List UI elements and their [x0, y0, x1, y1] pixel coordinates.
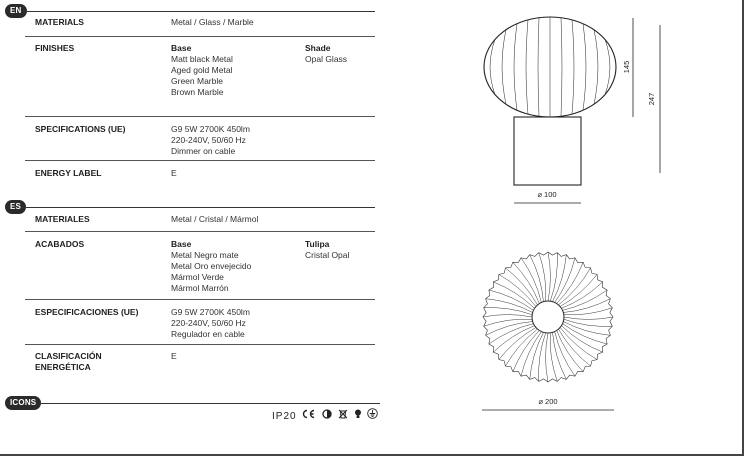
spec-line: Regulador en cable: [171, 329, 245, 339]
acabados-base: [171, 239, 251, 294]
row-divider: [25, 160, 375, 161]
spec-line: G9 5W 2700K 450lm: [171, 124, 250, 134]
finishes-shade: [305, 43, 347, 65]
label-specifications: SPECIFICATIONS (UE): [35, 124, 126, 134]
finish-item: Metal Negro mate: [171, 250, 239, 260]
acabados-tulipa-title: Tulipa: [305, 239, 330, 249]
spec-line: G9 5W 2700K 450lm: [171, 307, 250, 317]
value-energy: E: [171, 168, 177, 178]
finishes-base-title: Base: [171, 43, 192, 53]
value-materials: Metal / Glass / Marble: [171, 17, 254, 27]
finish-item: Mármol Marrón: [171, 283, 229, 293]
finish-item: Aged gold Metal: [171, 65, 233, 75]
section-rule-icons: [40, 403, 380, 404]
badge-es: ES: [5, 200, 26, 214]
spec-line: Dimmer on cable: [171, 146, 236, 156]
label-materials: MATERIALS: [35, 17, 84, 27]
label-especificaciones: ESPECIFICACIONES (UE): [35, 307, 139, 317]
finish-item: Mármol Verde: [171, 272, 224, 282]
finish-item: Opal Glass: [305, 54, 348, 64]
value-specifications: [171, 124, 250, 157]
label-finishes: FINISHES: [35, 43, 75, 53]
row-divider: [25, 299, 375, 300]
row-divider: [25, 231, 375, 232]
ce-mark-icon: [302, 409, 316, 422]
label-energy: ENERGY LABEL: [35, 168, 102, 178]
weee-bin-icon: [338, 409, 348, 422]
row-divider: [25, 344, 375, 345]
spec-line: 220-240V, 50/60 Hz: [171, 135, 246, 145]
value-especificaciones: [171, 307, 250, 340]
ip-rating: IP20: [272, 411, 297, 422]
technical-drawing: [470, 0, 690, 420]
row-divider: [25, 116, 375, 117]
dimension-label-shade-diameter: ⌀ 200: [538, 397, 558, 406]
acabados-base-title: Base: [171, 239, 192, 249]
dimension-label-base-diameter: ⌀ 100: [537, 190, 557, 199]
dimension-label-shade-height: 145: [622, 60, 631, 74]
label-line: ENERGÉTICA: [35, 362, 91, 372]
value-materiales: Metal / Cristal / Mármol: [171, 214, 259, 224]
finishes-base: [171, 43, 233, 98]
certification-icons: [272, 408, 380, 422]
label-materiales: MATERIALES: [35, 214, 90, 224]
finish-item: Cristal Opal: [305, 250, 350, 260]
lamp-base-side-view: [514, 117, 581, 185]
acabados-tulipa: [305, 239, 349, 261]
badge-icons: ICONS: [5, 396, 41, 410]
finish-item: Matt black Metal: [171, 54, 233, 64]
section-rule-es: [22, 207, 375, 208]
label-line: CLASIFICACIÓN: [35, 351, 102, 361]
earth-ground-icon: [367, 408, 378, 422]
dimmable-icon: [322, 409, 332, 422]
lamp-shade-side-view: [484, 17, 616, 117]
row-divider: [25, 36, 375, 37]
finish-item: Green Marble: [171, 76, 223, 86]
badge-en: EN: [5, 4, 27, 18]
spec-line: 220-240V, 50/60 Hz: [171, 318, 246, 328]
bulb-icon: [354, 409, 362, 422]
finish-item: Brown Marble: [171, 87, 224, 97]
finish-item: Metal Oro envejecido: [171, 261, 252, 271]
lamp-shade-top-view: [483, 252, 613, 382]
dimension-label-total-height: 247: [647, 92, 656, 106]
section-rule-en: [22, 11, 375, 12]
finishes-shade-title: Shade: [305, 43, 331, 53]
label-clasificacion: [35, 351, 165, 373]
label-acabados: ACABADOS: [35, 239, 85, 249]
value-clasificacion: E: [171, 351, 177, 361]
